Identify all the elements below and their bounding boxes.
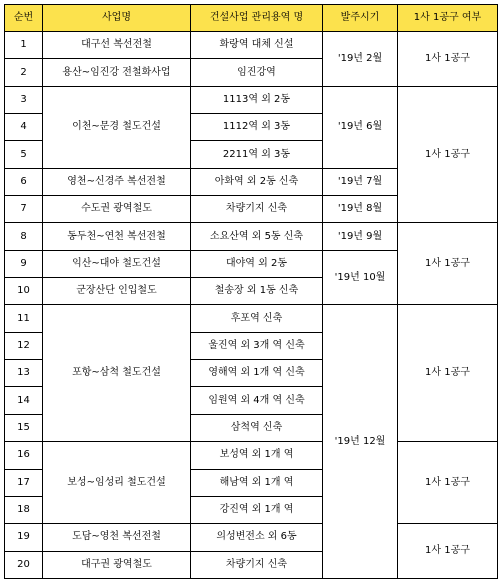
row-no: 19 <box>5 524 43 551</box>
row-one-company: 1사 1공구 <box>398 305 498 442</box>
row-no: 9 <box>5 250 43 277</box>
row-target: 삼척역 신축 <box>191 414 323 441</box>
row-target: 대야역 외 2동 <box>191 250 323 277</box>
row-one-company: 1사 1공구 <box>398 86 498 223</box>
row-project: 보성~임성리 철도건설 <box>43 442 191 524</box>
row-one-company: 1사 1공구 <box>398 442 498 524</box>
row-no: 17 <box>5 469 43 496</box>
row-one-company: 1사 1공구 <box>398 32 498 87</box>
row-project: 도담~영천 복선전철 <box>43 524 191 551</box>
header-target: 건설사업 관리용역 명 <box>191 5 323 32</box>
row-project: 대구선 복선전철 <box>43 32 191 59</box>
row-no: 20 <box>5 551 43 578</box>
table-row <box>5 86 498 113</box>
table-row <box>5 442 498 469</box>
table-row <box>5 524 498 551</box>
row-target: 아화역 외 2동 신축 <box>191 168 323 195</box>
row-no: 10 <box>5 278 43 305</box>
row-target: 소요산역 외 5동 신축 <box>191 223 323 250</box>
row-no: 6 <box>5 168 43 195</box>
row-target: 차량기지 신축 <box>191 196 323 223</box>
row-project: 익산~대야 철도건설 <box>43 250 191 277</box>
row-target: 임진강역 <box>191 59 323 86</box>
row-target: 2211역 외 3동 <box>191 141 323 168</box>
row-target: 임원역 외 4개 역 신축 <box>191 387 323 414</box>
row-no: 13 <box>5 360 43 387</box>
row-target: 후포역 신축 <box>191 305 323 332</box>
row-order-date: '19년 8월 <box>323 196 398 223</box>
row-project: 용산~임진강 전철화사업 <box>43 59 191 86</box>
row-target: 1113역 외 2동 <box>191 86 323 113</box>
header-project: 사업명 <box>43 5 191 32</box>
row-no: 4 <box>5 114 43 141</box>
row-order-date: '19년 12월 <box>323 305 398 579</box>
row-one-company: 1사 1공구 <box>398 223 498 305</box>
header-no: 순번 <box>5 5 43 32</box>
project-table <box>4 4 498 579</box>
row-no: 15 <box>5 414 43 441</box>
row-no: 14 <box>5 387 43 414</box>
row-target: 1112역 외 3동 <box>191 114 323 141</box>
row-no: 18 <box>5 496 43 523</box>
row-no: 12 <box>5 332 43 359</box>
row-project: 수도권 광역철도 <box>43 196 191 223</box>
row-target: 영해역 외 1개 역 신축 <box>191 360 323 387</box>
row-no: 3 <box>5 86 43 113</box>
row-project: 대구권 광역철도 <box>43 551 191 578</box>
row-order-date: '19년 10월 <box>323 250 398 305</box>
row-no: 7 <box>5 196 43 223</box>
row-no: 8 <box>5 223 43 250</box>
row-project: 영천~신경주 복선전철 <box>43 168 191 195</box>
table-row <box>5 32 498 59</box>
header-order-date: 발주시기 <box>323 5 398 32</box>
row-target: 차량기지 신축 <box>191 551 323 578</box>
row-project: 이천~문경 철도건설 <box>43 86 191 168</box>
row-no: 11 <box>5 305 43 332</box>
row-target: 철송장 외 1동 신축 <box>191 278 323 305</box>
header-one-company: 1사 1공구 여부 <box>398 5 498 32</box>
row-project: 동두천~연천 복선전철 <box>43 223 191 250</box>
row-target: 보성역 외 1개 역 <box>191 442 323 469</box>
row-order-date: '19년 6월 <box>323 86 398 168</box>
row-order-date: '19년 2월 <box>323 32 398 87</box>
row-no: 5 <box>5 141 43 168</box>
row-project: 포항~삼척 철도건설 <box>43 305 191 442</box>
table-row <box>5 305 498 332</box>
row-no: 2 <box>5 59 43 86</box>
table-row <box>5 223 498 250</box>
row-project: 군장산단 인입철도 <box>43 278 191 305</box>
row-target: 해남역 외 1개 역 <box>191 469 323 496</box>
header-row <box>5 5 498 32</box>
row-no: 1 <box>5 32 43 59</box>
row-target: 화랑역 대체 신설 <box>191 32 323 59</box>
row-order-date: '19년 7월 <box>323 168 398 195</box>
row-one-company: 1사 1공구 <box>398 524 498 579</box>
row-target: 강진역 외 1개 역 <box>191 496 323 523</box>
row-no: 16 <box>5 442 43 469</box>
row-target: 의성변전소 외 6동 <box>191 524 323 551</box>
row-order-date: '19년 9월 <box>323 223 398 250</box>
row-target: 울진역 외 3개 역 신축 <box>191 332 323 359</box>
